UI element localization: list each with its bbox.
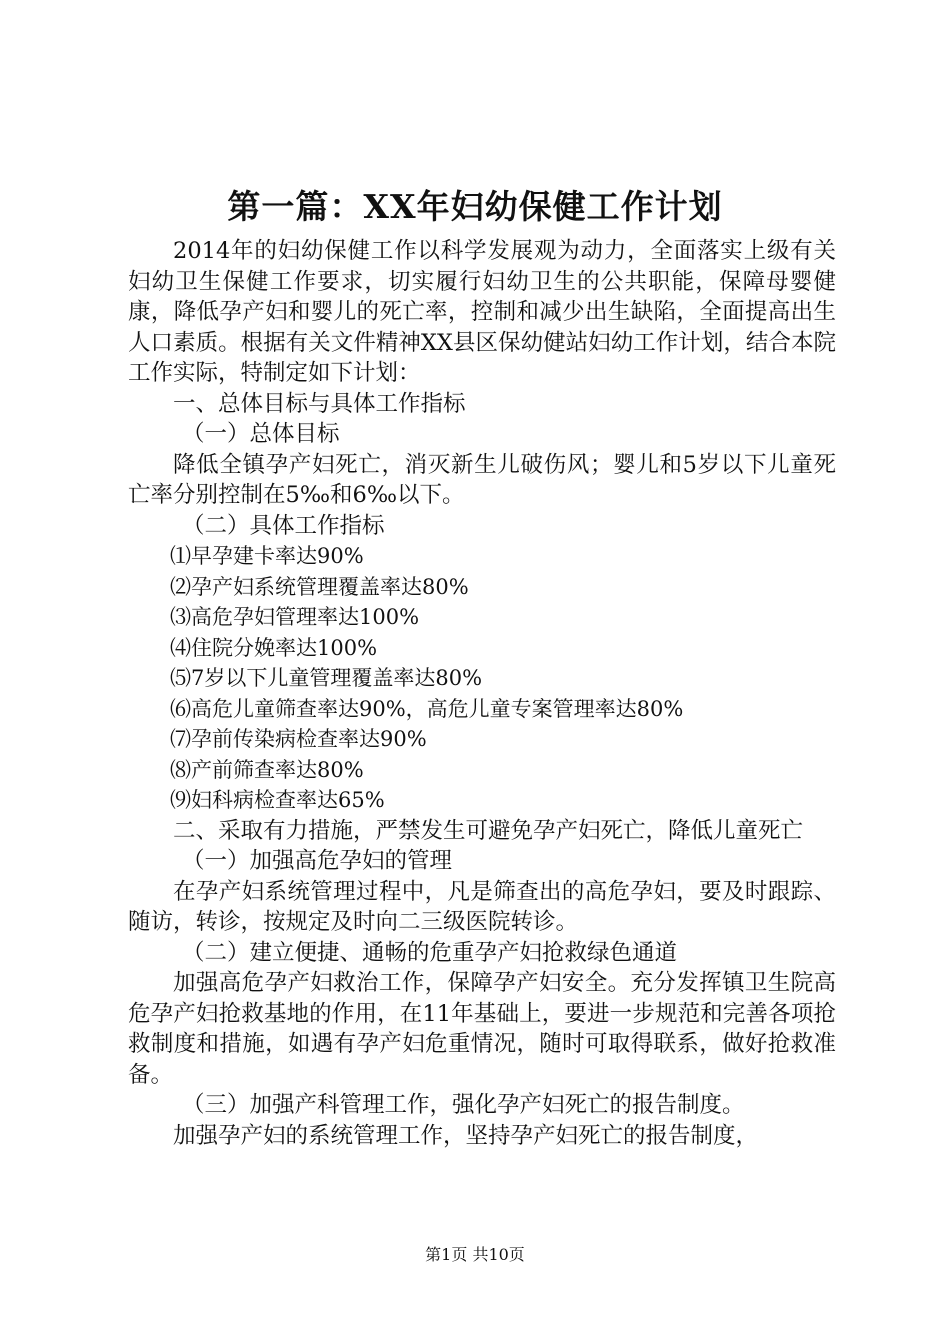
section2-heading: 二、采取有力措施，严禁发生可避免孕产妇死亡，降低儿童死亡 (173, 817, 804, 844)
indicator-item: ⑶高危孕妇管理率达100% (170, 605, 420, 629)
section2-sub3-heading: （三）加强产科管理工作，强化孕产妇死亡的报告制度。 (182, 1092, 745, 1118)
indicator-item: ⑺孕前传染病检查率达90% (170, 727, 427, 751)
section2-sub1-text: 在孕产妇系统管理过程中，凡是筛查出的高危孕妇，要及时跟踪、随访，转诊，按规定及时向二三级医院转诊。 (128, 878, 836, 935)
document-body (128, 236, 836, 1151)
indicator-item: ⑼妇科病检查率达65% (170, 788, 385, 812)
section2-sub2-heading: （二）建立便捷、通畅的危重孕产妇抢救绿色通道 (182, 939, 678, 966)
indicator-item: ⑻产前筛查率达80% (170, 757, 364, 782)
section1-sub1-heading: （一）总体目标 (182, 421, 340, 447)
indicator-item: ⑸7岁以下儿童管理覆盖率达80% (170, 666, 483, 690)
document-title: 第一篇：XX年妇幼保健工作计划 (227, 187, 723, 226)
section2-sub3-text: 加强孕产妇的系统管理工作，坚持孕产妇死亡的报告制度， (173, 1122, 759, 1149)
intro-paragraph: 2014年的妇幼保健工作以科学发展观为动力，全面落实上级有关妇幼卫生保健工作要求，切实履行妇幼卫生的公共职能，保障母婴健康，降低孕产妇和婴儿的死亡率，控制和减少出生缺陷，全面提高出生人口素质。根据有关文件精神XX县区保幼健站妇幼工作计划，结合本院工作实际，特制定如下计划： (128, 238, 836, 386)
section2-sub1-heading: （一）加强高危孕妇的管理 (182, 848, 453, 874)
indicator-item: ⑹高危儿童筛查率达90%，高危儿童专案管理率达80% (170, 696, 684, 721)
indicator-item: ⑵孕产妇系统管理覆盖率达80% (170, 574, 469, 599)
section2-sub2-text: 加强高危孕产妇救治工作，保障孕产妇安全。充分发挥镇卫生院高危孕产妇抢救基地的作用，在11年基础上，要进一步规范和完善各项抢救制度和措施，如遇有孕产妇危重情况，随时可取得联系，做好抢救准备。 (128, 970, 836, 1088)
indicator-item: ⑴早孕建卡率达90% (170, 544, 364, 568)
section1-sub1-text: 降低全镇孕产妇死亡，消灭新生儿破伤风；婴儿和5岁以下儿童死亡率分别控制在5‰和6‰以下。 (128, 451, 836, 508)
page-footer: 第1页 共10页 (425, 1245, 525, 1264)
section1-heading: 一、总体目标与具体工作指标 (173, 390, 466, 417)
indicator-item: ⑷住院分娩率达100% (170, 635, 378, 660)
section1-sub2-heading: （二）具体工作指标 (182, 512, 385, 539)
